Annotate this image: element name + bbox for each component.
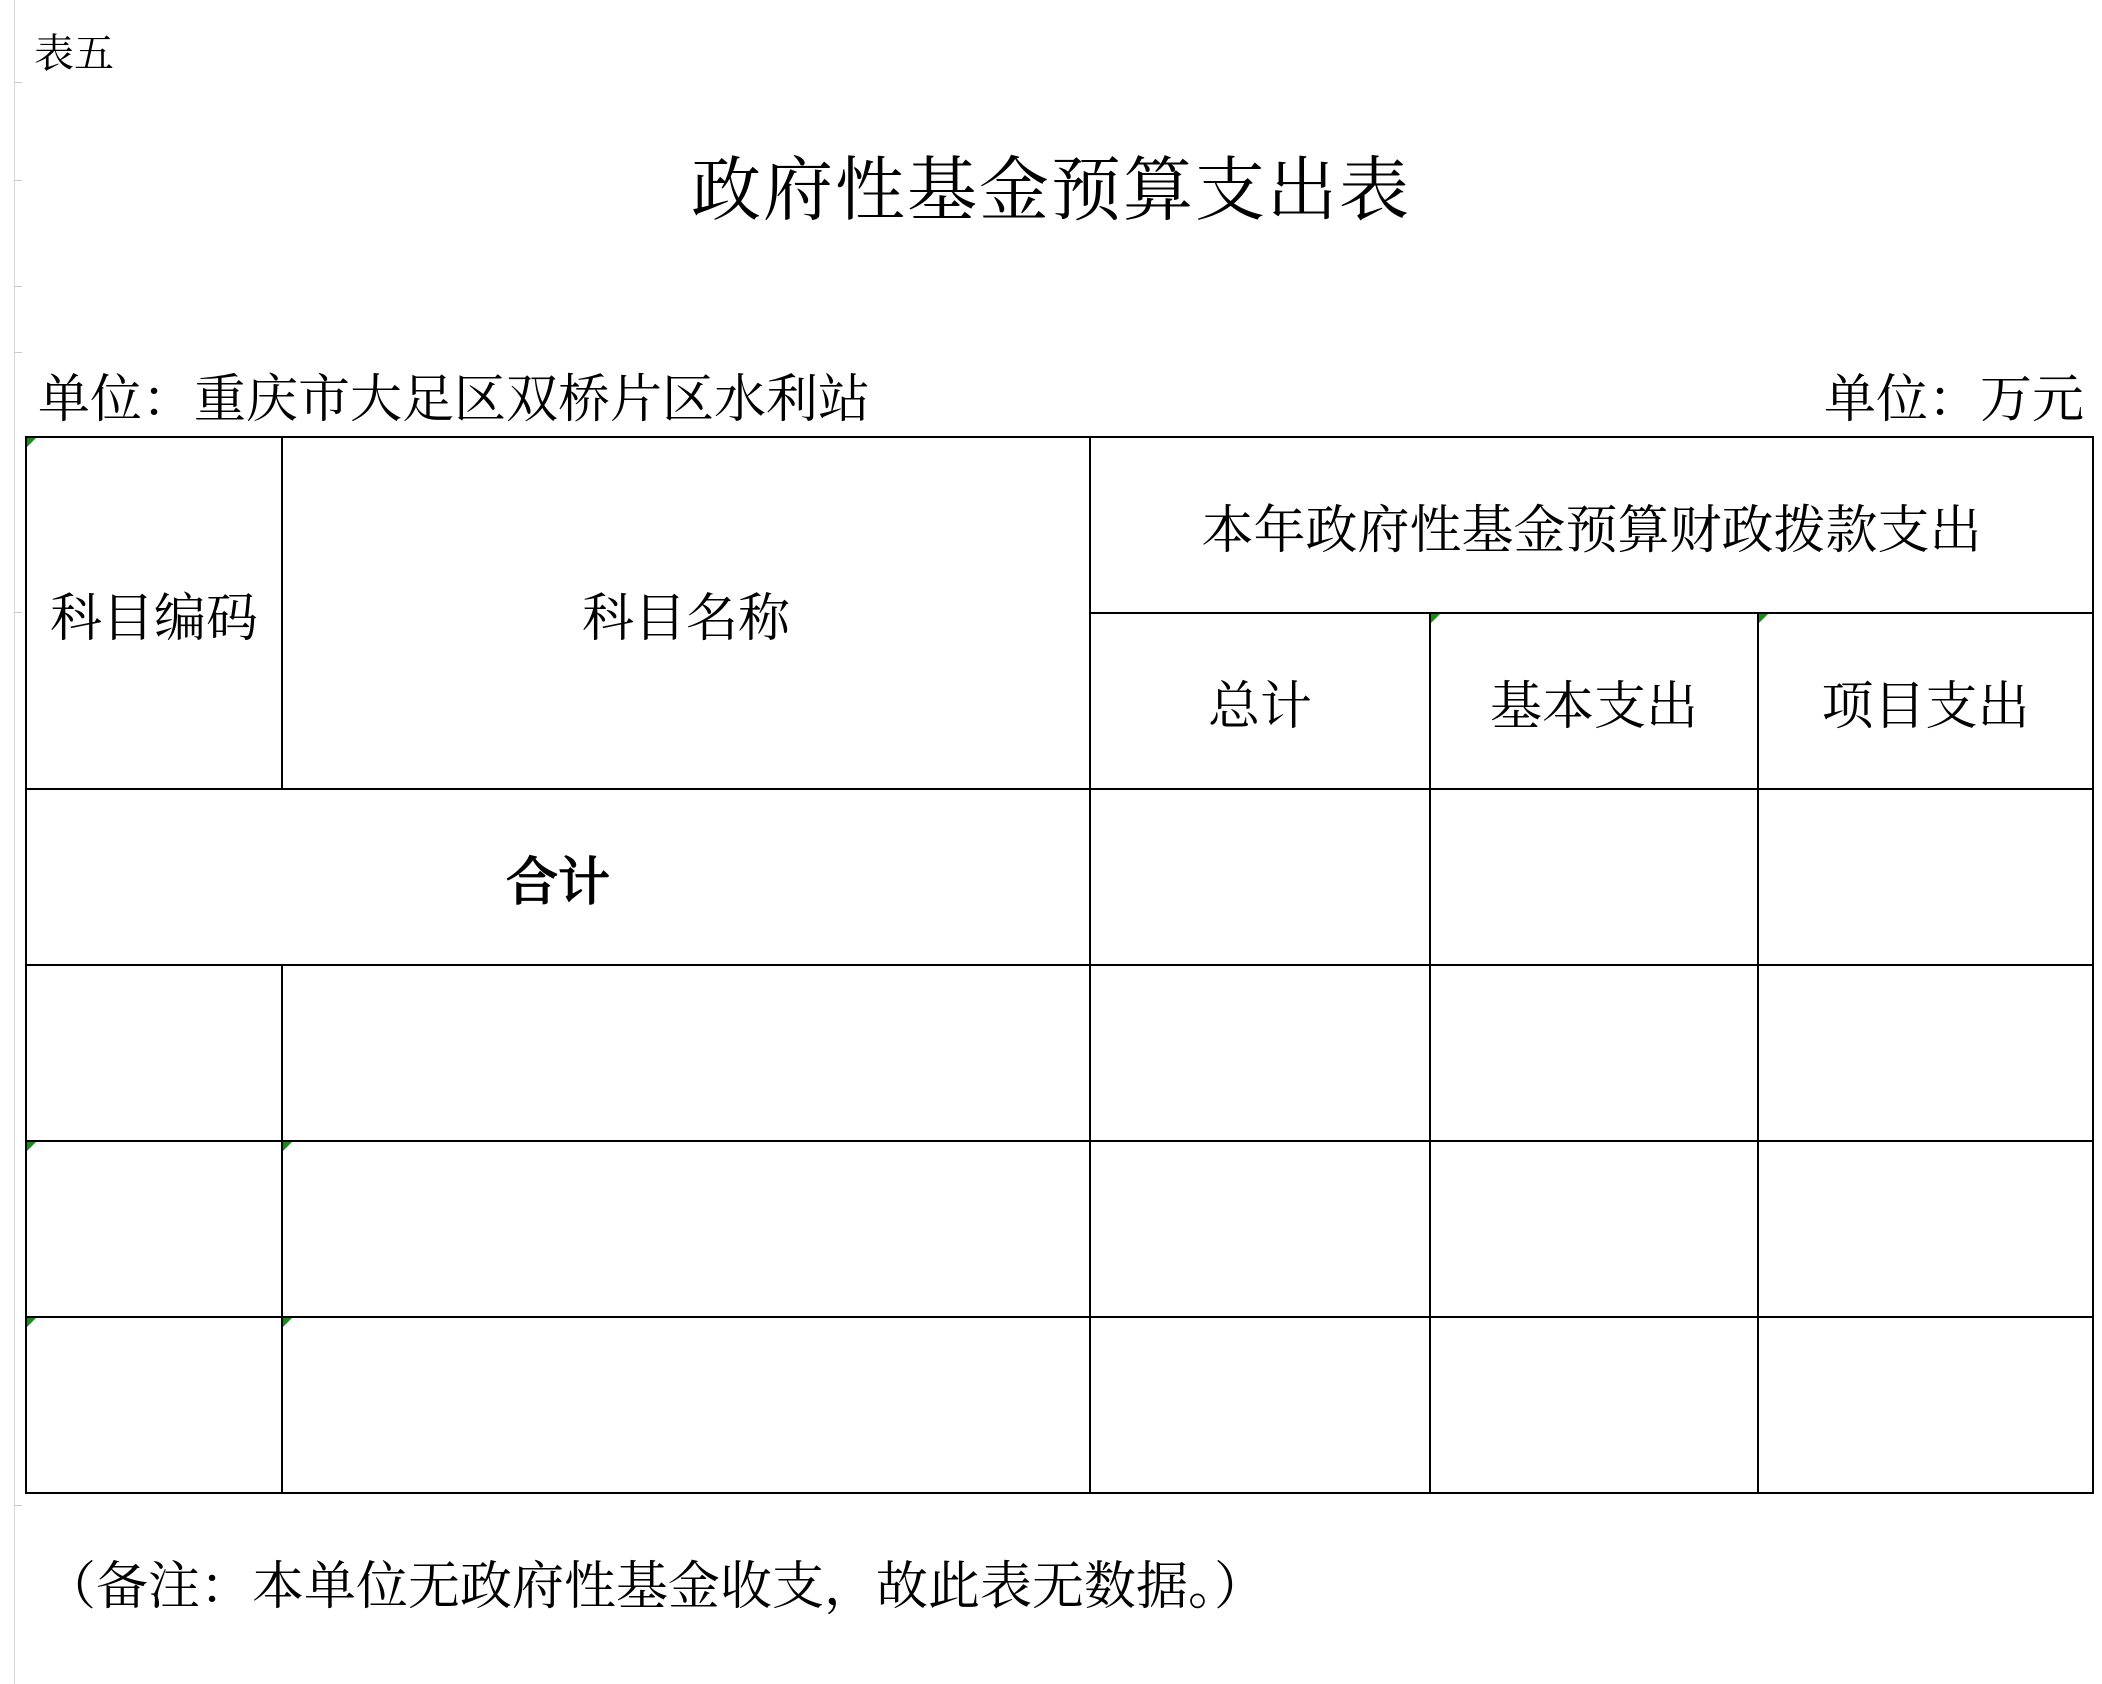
table-cell-project[interactable] [1758, 1317, 2093, 1493]
table-cell-code[interactable] [26, 1141, 282, 1317]
header-total[interactable]: 总计 [1090, 613, 1430, 789]
unit-currency: 单位：万元 [1823, 370, 2084, 430]
header-project-expenditure[interactable]: 项目支出 [1758, 613, 2093, 789]
table-cell-basic[interactable] [1430, 1317, 1758, 1493]
header-basic-expenditure[interactable]: 基本支出 [1430, 613, 1758, 789]
table-cell-basic[interactable] [1430, 1141, 1758, 1317]
row-tick [14, 612, 22, 613]
header-subject-name[interactable]: 科目名称 [282, 437, 1090, 789]
table-cell-total[interactable] [1090, 965, 1430, 1141]
unit-organization: 单位：重庆市大足区双桥片区水利站 [38, 370, 871, 430]
page-title: 政府性基金预算支出表 [691, 149, 1411, 231]
sheet-left-gridline [14, 0, 15, 1684]
table-cell-code[interactable] [26, 1317, 282, 1493]
table-cell-project[interactable] [1758, 1141, 2093, 1317]
table-cell-name[interactable] [282, 965, 1090, 1141]
row-tick [14, 82, 22, 83]
table-cell-name[interactable] [282, 1141, 1090, 1317]
row-tick [14, 352, 22, 353]
total-row-cell-basic[interactable] [1430, 789, 1758, 965]
footnote: （备注：本单位无政府性基金收支，故此表无数据。） [44, 1557, 1267, 1617]
header-fund-expenditure[interactable]: 本年政府性基金预算财政拨款支出 [1090, 437, 2093, 613]
row-tick [14, 286, 22, 287]
total-row-label[interactable]: 合计 [26, 789, 1090, 965]
table-cell-basic[interactable] [1430, 965, 1758, 1141]
header-subject-code[interactable]: 科目编码 [26, 437, 282, 789]
total-row-cell-total[interactable] [1090, 789, 1430, 965]
table-cell-project[interactable] [1758, 965, 2093, 1141]
table-cell-total[interactable] [1090, 1141, 1430, 1317]
sheet-label: 表五 [34, 31, 114, 77]
table-cell-code[interactable] [26, 965, 282, 1141]
budget-table [25, 436, 2094, 1494]
table-cell-name[interactable] [282, 1317, 1090, 1493]
table-cell-total[interactable] [1090, 1317, 1430, 1493]
row-tick [14, 1505, 22, 1506]
total-row-cell-project[interactable] [1758, 789, 2093, 965]
